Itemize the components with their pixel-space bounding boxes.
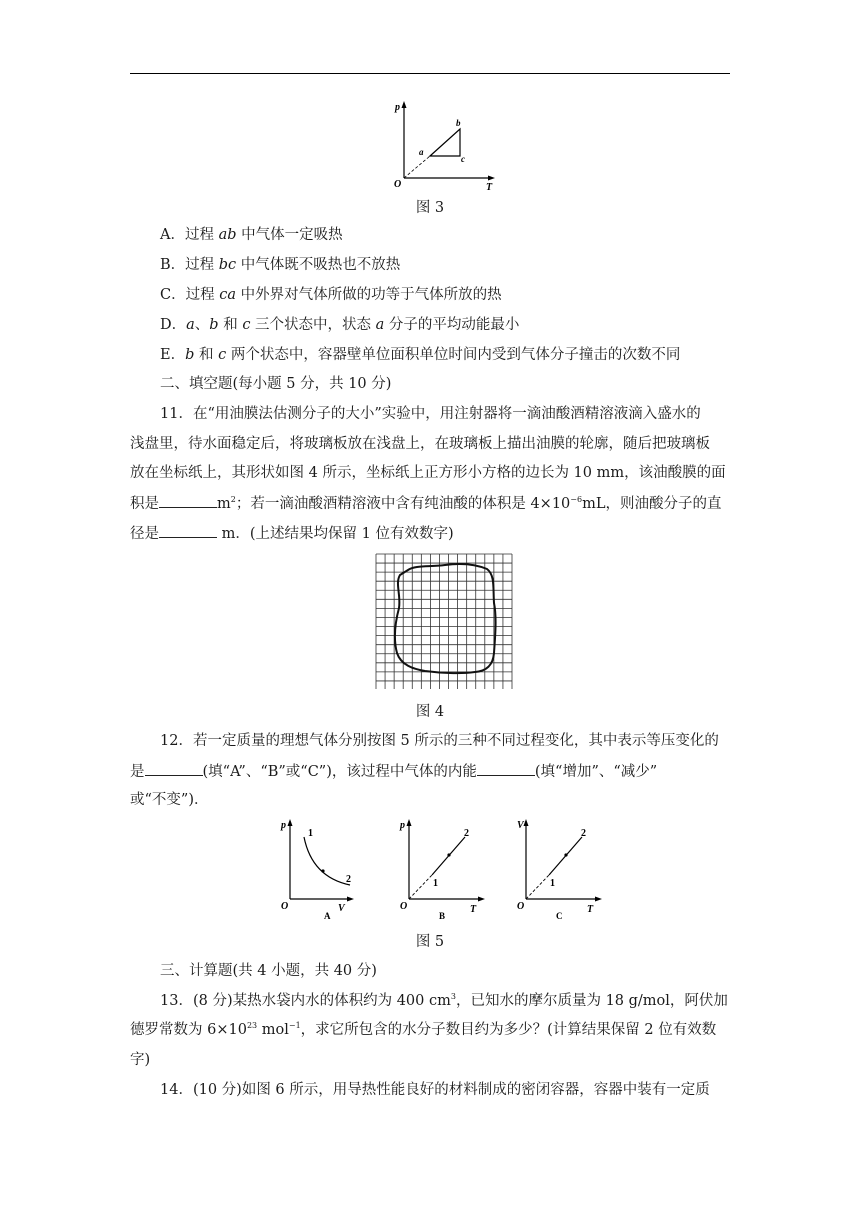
option-c: C．过程 ca 中外界对气体所做的功等于气体所放的热 xyxy=(160,287,502,303)
q14-line1: 14．(10 分)如图 6 所示，用导热性能良好的材料制成的密闭容器，容器中装有一定质 xyxy=(160,1082,710,1098)
fig3-point-c: c xyxy=(461,154,465,164)
section2-heading: 二、填空题(每小题 5 分，共 10 分) xyxy=(160,376,392,392)
fig3-point-a: a xyxy=(419,147,424,157)
section3-heading: 三、计算题(共 4 小题，共 40 分) xyxy=(160,963,377,979)
fig5c-point2: 2 xyxy=(581,828,586,839)
q12-blank-energy[interactable] xyxy=(477,761,535,776)
q11-line4: 积是 $m^2$；若一滴油酸酒精溶液中含有纯油酸的体积是 $4\times 10^{-6}mL$，则油酸分子的直 xyxy=(130,495,722,512)
figure4-grid-oil-film xyxy=(375,553,513,689)
fig5c-label: C xyxy=(556,911,563,921)
fig5b-axis-y: p xyxy=(400,820,405,831)
option-d: D．a、b 和 c 三个状态中，状态 a 分子的平均动能最小 xyxy=(160,317,520,333)
q11-blank-diameter[interactable] xyxy=(159,523,217,538)
figure5-caption: 图 5 xyxy=(415,934,445,950)
figure5-graph-a xyxy=(278,815,358,921)
fig5a-point1: 1 xyxy=(308,828,313,839)
fig5c-axis-x: T xyxy=(587,904,594,915)
q11-line5: 径是 m．(上述结果均保留 1 位有效数字) xyxy=(130,523,454,544)
fig5b-point2: 2 xyxy=(464,828,469,839)
figure5-graph-c xyxy=(514,815,606,921)
fig5c-point1: 1 xyxy=(550,878,555,889)
option-a: A．过程 ab 中气体一定吸热 xyxy=(160,227,343,243)
q11-blank-area[interactable] xyxy=(159,493,217,508)
figure3-caption: 图 3 xyxy=(415,200,445,216)
fig5b-axis-x: T xyxy=(470,904,477,915)
fig5b-label: B xyxy=(439,911,446,921)
option-b: B．过程 bc 中气体既不吸热也不放热 xyxy=(160,257,401,273)
q13-line3: 字) xyxy=(130,1052,151,1068)
fig5a-axis-y: p xyxy=(281,820,286,831)
figure3-pT-diagram xyxy=(390,98,500,190)
fig5a-label: A xyxy=(324,911,331,921)
fig3-origin: O xyxy=(394,179,402,190)
option-e: E．b 和 c 两个状态中，容器壁单位面积单位时间内受到气体分子撞击的次数不同 xyxy=(160,347,681,363)
q11-line2: 浅盘里，待水面稳定后，将玻璃板放在浅盘上，在玻璃板上描出油膜的轮廓，随后把玻璃板 xyxy=(130,436,710,452)
q13-line1: 13．(8 分)某热水袋内水的体积约为 400 $cm^3$，已知水的摩尔质量为 18 g/mol，阿伏加 xyxy=(160,992,728,1009)
q11-line1: 11．在“用油膜法估测分子的大小”实验中，用注射器将一滴油酸酒精溶液滴入盛水的 xyxy=(160,406,701,422)
fig5a-point2: 2 xyxy=(346,874,351,885)
fig5b-point1: 1 xyxy=(433,878,438,889)
q11-line3: 放在坐标纸上，其形状如图 4 所示，坐标纸上正方形小方格的边长为 10 mm，该油酸膜的面 xyxy=(130,465,726,481)
q12-line2: 是 (填“A”、“B”或“C”)，该过程中气体的内能 (填“增加”、“减少” xyxy=(130,761,657,782)
fig3-point-b: b xyxy=(456,118,461,128)
fig5a-axis-x: V xyxy=(338,903,345,914)
fig5a-origin: O xyxy=(281,901,289,912)
q13-line2: 德罗常数为 $6\times 10^{23}$ mol$^{-1}$，求它所包含的水分子数目约为多少？(计算结果保留 2 位有效数 xyxy=(130,1021,717,1038)
fig5c-axis-y: V xyxy=(517,820,524,831)
figure5-graph-b xyxy=(397,815,489,921)
header-rule xyxy=(130,73,730,74)
q12-line3: 或“不变”)． xyxy=(130,792,209,808)
q12-line1: 12．若一定质量的理想气体分别按图 5 所示的三种不同过程变化，其中表示等压变化的 xyxy=(160,733,719,749)
figure4-caption: 图 4 xyxy=(415,704,445,720)
fig3-axis-p: p xyxy=(395,102,400,113)
fig5c-origin: O xyxy=(517,901,525,912)
fig5b-origin: O xyxy=(400,901,408,912)
fig3-axis-T: T xyxy=(486,182,493,190)
q12-blank-process[interactable] xyxy=(145,761,203,776)
